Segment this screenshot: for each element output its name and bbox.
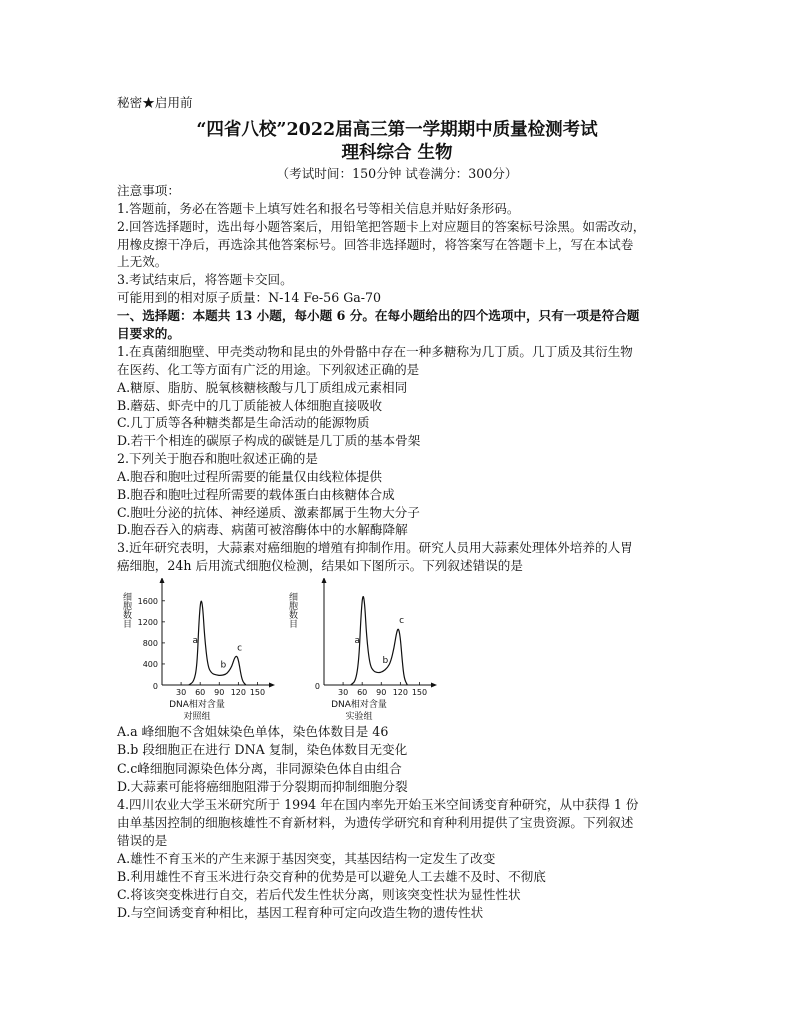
exam-info: （考试时间：150分钟 试卷满分：300分） [276, 166, 518, 181]
note-line: 用橡皮擦干净后，再选涂其他答案标号。回答非选择题时，将答案写在答题卡上，写在本试卷 [117, 237, 634, 252]
experimental-group-chart [274, 578, 444, 724]
q4-option-b: B.利用雄性不育玉米进行杂交育种的优势是可以避免人工去雄不及时、不彻底 [117, 869, 546, 884]
q1-option-a: A.糖原、脂肪、脱氧核糖核酸与几丁质组成元素相同 [117, 380, 408, 395]
peak-c-label: c [399, 615, 405, 626]
y-tick-label: 400 [142, 659, 158, 669]
y-axis-arrow [322, 578, 327, 583]
x-tick-label: 30 [337, 688, 349, 697]
segment-b-label: b [220, 660, 227, 671]
secret-label: 秘密★启用前 [117, 95, 193, 110]
x-axis-label: DNA相对含量 [169, 700, 225, 710]
q4-option-a: A.雄性不育玉米的产生来源于基因突变，其基因结构一定发生了改变 [117, 851, 496, 866]
y-axis-label: 细胞数目 [287, 592, 297, 628]
q1-option-b: B.蘑菇、虾壳中的几丁质能被人体细胞直接吸收 [117, 398, 383, 413]
q4-stem: 4.四川农业大学玉米研究所于 1994 年在国内率先开始玉米空间诱变育种研究，从中获得 1 份 [117, 797, 639, 812]
y-axis-label: 细胞数目 [121, 592, 131, 628]
note-line: 3.考试结束后，将答题卡交回。 [117, 272, 293, 287]
q1-stem: 1.在真菌细胞壁、甲壳类动物和昆虫的外骨骼中存在一种多糖称为几丁质。几丁质及其衍生物 [117, 344, 633, 359]
q1-stem: 在医药、化工等方面有广泛的用途。下列叙述正确的是 [117, 362, 420, 377]
q2-option-a: A.胞吞和胞吐过程所需要的能量仅由线粒体提供 [117, 469, 382, 484]
section-heading-cont: 目要求的。 [117, 326, 180, 341]
q1-option-d: D.若干个相连的碳原子构成的碳链是几丁质的基本骨架 [117, 433, 421, 448]
q3-stem: 3.近年研究表明，大蒜素对癌细胞的增殖有抑制作用。研究人员用大蒜素处理体外培养的人胃 [117, 540, 633, 555]
y-axis-arrow [160, 578, 165, 583]
x-tick-label: 120 [230, 688, 247, 697]
exam-subtitle: 理科综合 生物 [341, 143, 453, 163]
origin-label: 0 [314, 682, 320, 691]
y-tick-label: 800 [142, 638, 158, 648]
y-tick-label: 1200 [137, 617, 158, 627]
x-tick-label: 120 [392, 688, 409, 697]
x-tick-label: 90 [214, 688, 225, 697]
q3-stem: 癌细胞，24h 后用流式细胞仪检测，结果如下图所示。下列叙述错误的是 [117, 558, 523, 573]
y-tick-label: 1600 [137, 596, 158, 606]
q3-option-b: B.b 段细胞正在进行 DNA 复制，染色体数目无变化 [117, 742, 408, 757]
note-line: 2.回答选择题时，选出每小题答案后，用铅笔把答题卡上对应题目的答案标号涂黑。如需改动， [117, 219, 646, 234]
x-tick-label: 60 [195, 688, 206, 697]
x-tick-label: 90 [376, 688, 387, 697]
q3-option-a: A.a 峰细胞不含姐妹染色单体，染色体数目是 46 [117, 724, 389, 739]
q1-option-c: C.几丁质等各种糖类都是生命活动的能源物质 [117, 415, 370, 430]
control-group-chart [112, 578, 282, 724]
notes-heading: 注意事项： [117, 183, 180, 198]
q2-stem: 2.下列关于胞吞和胞吐叙述正确的是 [117, 451, 318, 466]
section-heading: 一、选择题：本题共 13 小题，每小题 6 分。在每小题给出的四个选项中，只有一项是符合题 [117, 308, 640, 323]
exam-title: “四省八校”2022届高三第一学期期中质量检测考试 [196, 120, 598, 140]
x-axis-label: DNA相对含量 [331, 700, 387, 710]
q2-option-c: C.胞吐分泌的抗体、神经递质、激素都属于生物大分子 [117, 505, 420, 520]
x-axis-arrow [431, 683, 437, 688]
q4-option-d: D.与空间诱变育种相比，基因工程育种可定向改造生物的遗传性状 [117, 905, 484, 920]
x-tick-label: 150 [249, 688, 266, 697]
note-line: 1.答题前，务必在答题卡上填写姓名和报名号等相关信息并贴好条形码。 [117, 201, 520, 216]
chart-title: 对照组 [183, 712, 211, 722]
q3-option-c: C.c峰细胞同源染色体分离，非同源染色体自由组合 [117, 761, 402, 776]
x-tick-label: 150 [411, 688, 428, 697]
peak-c-label: c [237, 643, 243, 654]
x-tick-label: 60 [357, 688, 368, 697]
peak-a-label: a [192, 635, 199, 646]
q4-stem: 由单基因控制的细胞核雄性不育新材料，为遗传学研究和育种利用提供了宝贵资源。下列叙述 [117, 815, 634, 830]
chart-title: 实验组 [345, 712, 373, 722]
q4-option-c: C.将该突变株进行自交，若后代发生性状分离，则该突变性状为显性性状 [117, 887, 521, 902]
segment-b-label: b [382, 655, 389, 666]
note-line: 上无效。 [117, 254, 168, 269]
x-tick-label: 30 [175, 688, 187, 697]
peak-a-label: a [354, 635, 361, 646]
q2-option-b: B.胞吞和胞吐过程所需要的载体蛋白由核糖体合成 [117, 487, 395, 502]
q4-stem: 错误的是 [117, 833, 168, 848]
atomic-mass-line: 可能用到的相对原子质量：N-14 Fe-56 Ga-70 [117, 290, 382, 305]
origin-label: 0 [152, 682, 158, 691]
q3-option-d: D.大蒜素可能将癌细胞阻滞于分裂期而抑制细胞分裂 [117, 779, 408, 794]
q2-option-d: D.胞吞吞入的病毒、病菌可被溶酶体中的水解酶降解 [117, 522, 408, 537]
